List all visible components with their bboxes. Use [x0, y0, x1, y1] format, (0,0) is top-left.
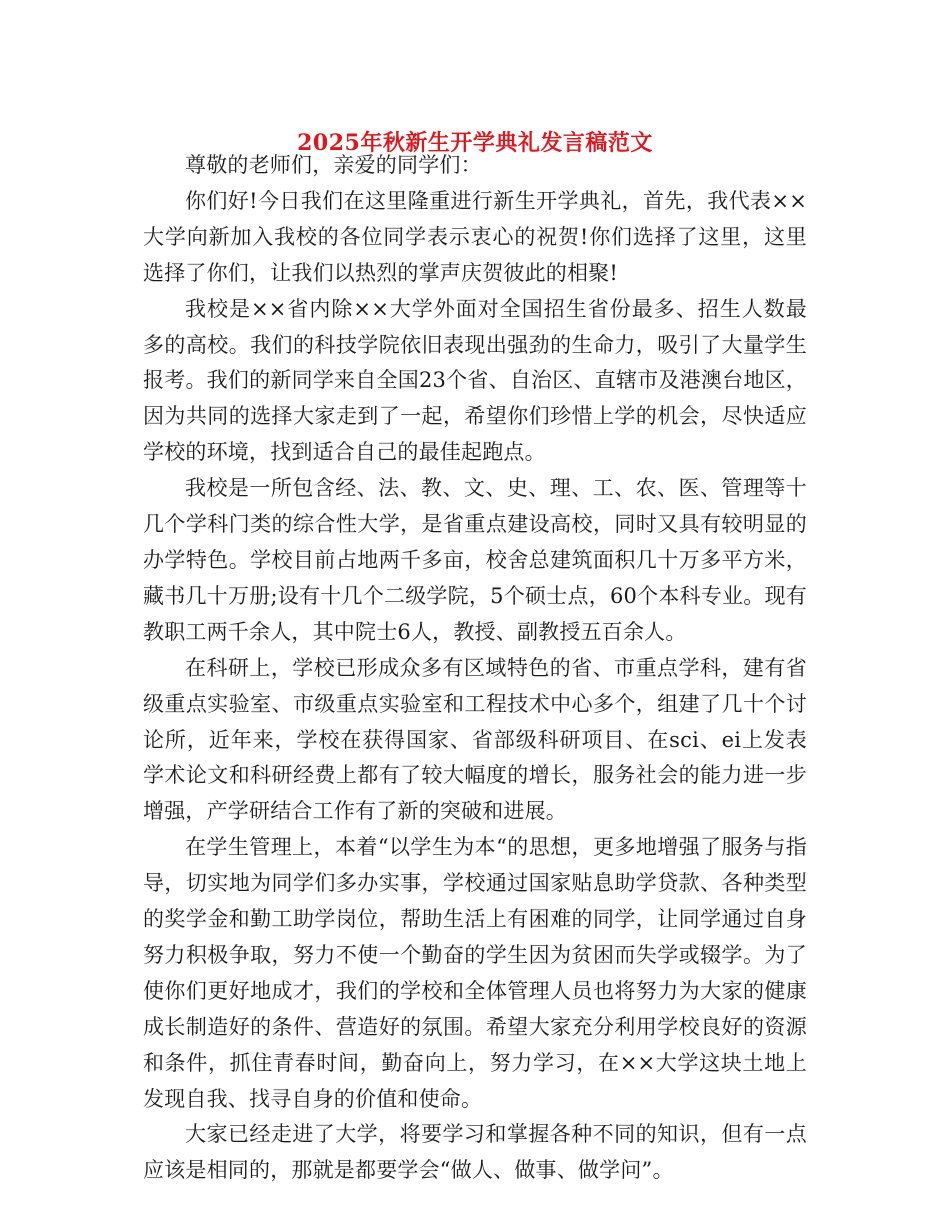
school-intro-paragraph: 我校是××省内除××大学外面对全国招生省份最多、招生人数最多的高校。我们的科技学院依旧表现出强劲的生命力，吸引了大量学生报考。我们的新同学来自全国23个省、自治区、直辖市及港澳台地区，因为共同的选择大家走到了一起，希望你们珍惜上学的机会，尽快适应学校的环境，找到适合自己的最佳起跑点。 [143, 296, 807, 465]
document-title: 2025年秋新生开学典礼发言稿范文 [297, 129, 653, 156]
research-paragraph: 在科研上，学校已形成众多有区域特色的省、市重点学科，建有省级重点实验室、市级重点实验室和工程技术中心多个，组建了几十个讨论所，近年来，学校在获得国家、省部级科研项目、在sci、ei上发表学术论文和科研经费上都有了较大幅度的增长，服务社会的能力进一步增强，产学研结合工作有了新的突破和进展。 [143, 655, 807, 824]
document-body [143, 148, 807, 1189]
school-profile-paragraph: 我校是一所包含经、法、教、文、史、理、工、农、医、管理等十几个学科门类的综合性大学，是省重点建设高校，同时又具有较明显的办学特色。学校目前占地两千多亩，校舍总建筑面积几十万多平方米，藏书几十万册;设有十几个二级学院，5个硕士点，60个本科专业。现有教职工两千余人，其中院士6人，教授、副教授五百余人。 [143, 476, 807, 644]
salutation-paragraph: 尊敬的老师们，亲爱的同学们： [185, 153, 482, 177]
closing-paragraph: 大家已经走进了大学，将要学习和掌握各种不同的知识，但有一点应该是相同的，那就是都要学会“做人、做事、做学问”。 [143, 1122, 807, 1183]
student-management-paragraph: 在学生管理上，本着“以学生为本“的思想，更多地增强了服务与指导，切实地为同学们多办实事，学校通过国家贴息助学贷款、各种类型的奖学金和勤工助学岗位，帮助生活上有困难的同学，让同学通过自身努力积极争取，努力不使一个勤奋的学生因为贫困而失学或辍学。为了使你们更好地成才，我们的学校和全体管理人员也将努力为大家的健康成长制造好的条件、营造好的氛围。希望大家充分利用学校良好的资源和条件，抓住青春时间，勤奋向上，努力学习，在××大学这块土地上发现自我、找寻自身的价值和使命。 [143, 835, 807, 1111]
greeting-paragraph: 你们好!今日我们在这里隆重进行新生开学典礼，首先，我代表××大学向新加入我校的各位同学表示衷心的祝贺!你们选择了这里，这里选择了你们，让我们以热烈的掌声庆贺彼此的相聚! [143, 188, 807, 285]
